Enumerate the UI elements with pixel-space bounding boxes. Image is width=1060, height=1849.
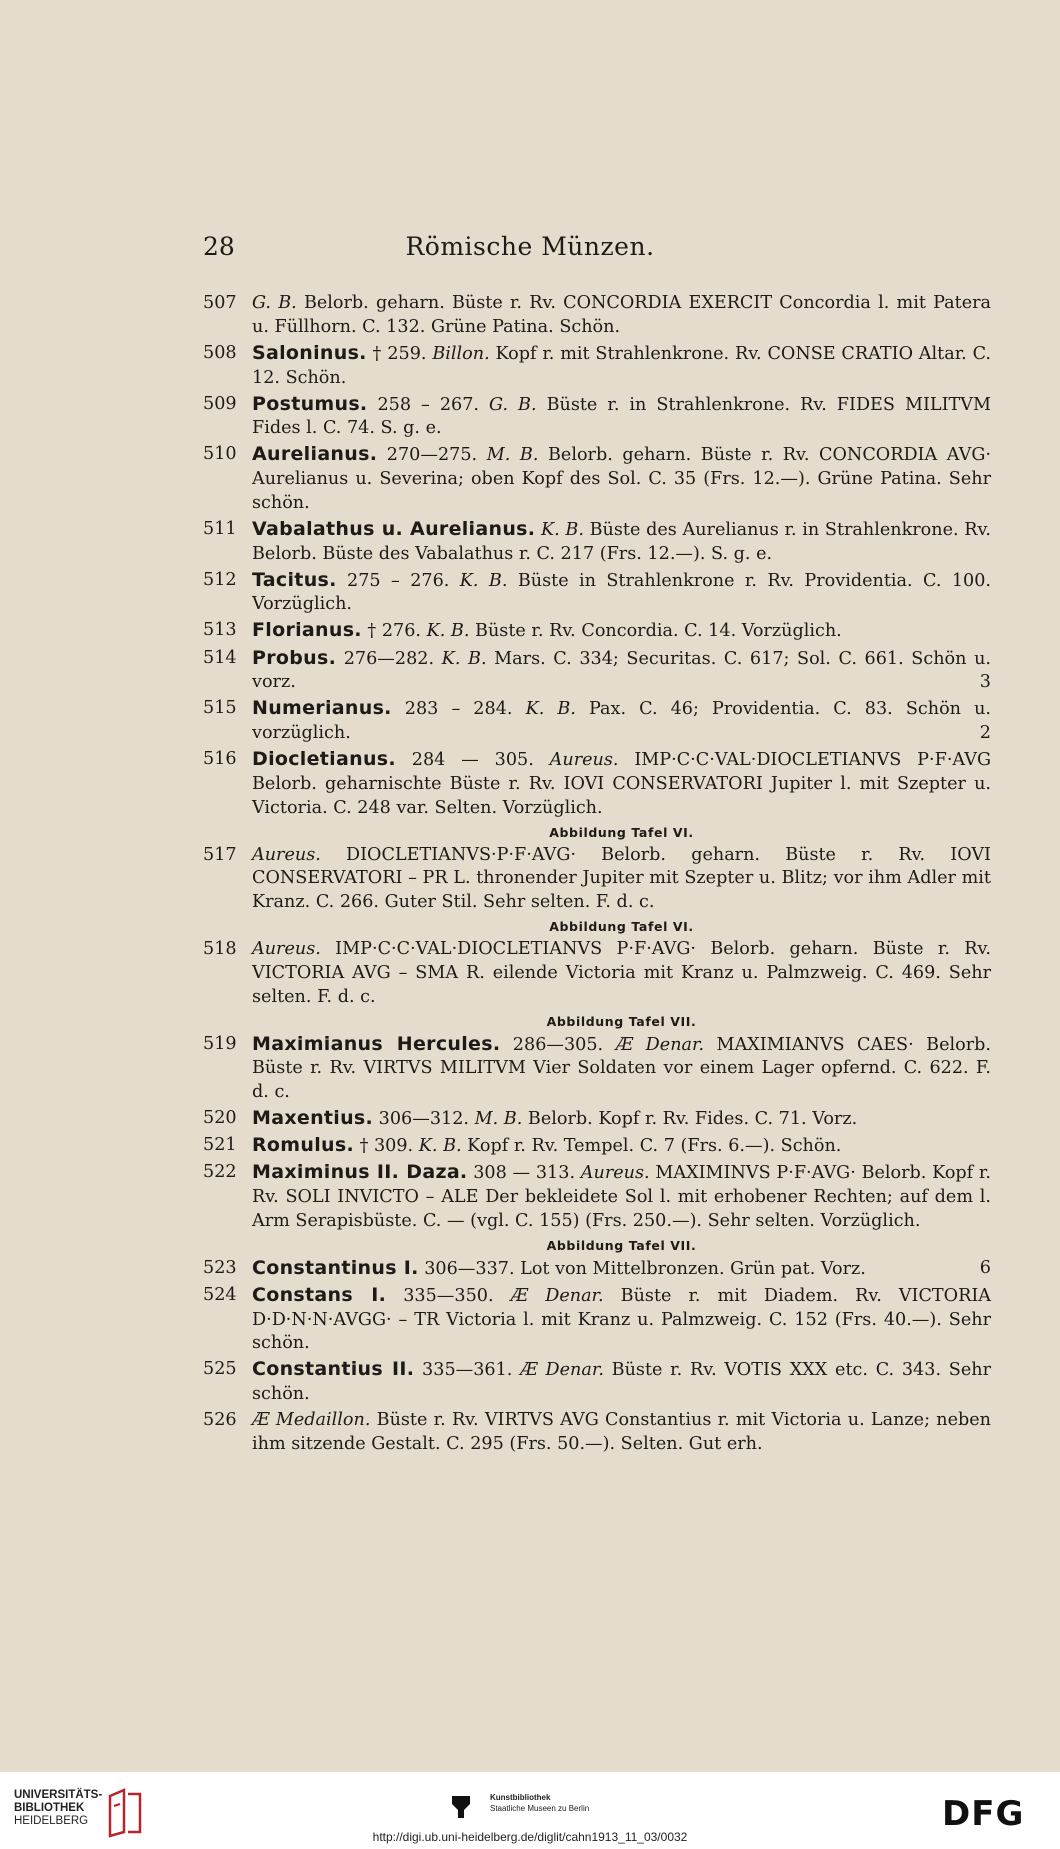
entry-text: Probus. 276—282. K. B. Mars. C. 334; Securitas. C. 617; Sol. C. 661. Schön u. vorz. 3 — [252, 646, 991, 693]
catalogue-entry — [203, 518, 991, 566]
entry-text: Aureus. DIOCLETIANVS·P·F·AVG· Belorb. geharn. Büste r. Rv. IOVI CONSERVATORI – PR L. thronender Jupiter mit Szepter u. Blitz; vor ihm Adler mit Kranz. C. 266. Guter Stil. Sehr selten. F. d. c. — [252, 844, 991, 913]
entry-number: 512 — [203, 569, 237, 590]
entry-number: 513 — [203, 620, 237, 641]
catalogue-entry — [203, 1107, 991, 1132]
entry-text: Diocletianus. 284 — 305. Aureus. IMP·C·C·VAL·DIOCLETIANVS P·F·AVG Belorb. geharnischte Büste r. Rv. IOVI CONSERVATORI Jupiter l. mit Szepter u. Victoria. C. 248 var. Selten. Vorzüglich. — [252, 748, 991, 818]
entry-text: Postumus. 258 – 267. G. B. Büste r. in Strahlenkrone. Rv. FIDES MILITVM Fides l. C. 74. S. g. e. — [252, 392, 991, 439]
entry-text: Florianus. † 276. K. B. Büste r. Rv. Concordia. C. 14. Vorzüglich. — [252, 619, 842, 642]
catalogue-entry — [203, 342, 991, 390]
catalogue-entry — [203, 647, 991, 695]
catalogue-entry — [203, 1033, 991, 1105]
page-number: 28 — [203, 232, 235, 261]
catalogue-entry — [203, 1358, 991, 1406]
entry-number: 524 — [203, 1284, 237, 1305]
kunstbibliothek-icon — [450, 1794, 474, 1820]
entry-number: 519 — [203, 1033, 237, 1054]
page-header — [0, 232, 1060, 272]
entry-number: 522 — [203, 1162, 237, 1183]
catalogue-entry — [203, 443, 991, 515]
footer-bar — [0, 1772, 1060, 1849]
entry-number: 509 — [203, 393, 237, 414]
entry-text: Numerianus. 283 – 284. K. B. Pax. C. 46; Providentia. C. 83. Schön u. vorzüglich. 2 — [252, 697, 991, 744]
entry-text: Constans I. 335—350. Æ Denar. Büste r. mit Diadem. Rv. VICTORIA D·D·N·N·AVGG· – TR Victoria l. mit Kranz u. Palmzweig. C. 152 (Frs. 40.—). Sehr schön. — [252, 1283, 991, 1354]
entry-text: Constantinus I. 306—337. Lot von Mittelbronzen. Grün pat. Vorz. 6 — [252, 1256, 991, 1279]
entry-text: Romulus. † 309. K. B. Kopf r. Rv. Tempel. C. 7 (Frs. 6.—). Schön. — [252, 1134, 842, 1157]
entry-text: Maximianus Hercules. 286—305. Æ Denar. MAXIMIANVS CAES· Belorb. Büste r. Rv. VIRTVS MILITVM Vier Soldaten vor einem Lager opfernd. C. 622. F. d. c. — [252, 1032, 991, 1103]
entry-number: 514 — [203, 647, 237, 668]
entry-text: Tacitus. 275 – 276. K. B. Büste in Strahlenkrone r. Rv. Providentia. C. 100. Vorzüglich. — [252, 568, 991, 615]
plate-reference: Abbildung Tafel VII. — [546, 1237, 697, 1253]
entry-text: Constantius II. 335—361. Æ Denar. Büste r. Rv. VOTIS XXX etc. C. 343. Sehr schön. — [252, 1358, 991, 1405]
uh-line-2: BIBLIOTHEK — [14, 1802, 85, 1814]
catalogue-entry — [203, 1161, 991, 1233]
entry-number: 521 — [203, 1135, 237, 1156]
catalogue-entry — [203, 292, 991, 339]
entry-number: 518 — [203, 939, 237, 960]
plate-reference: Abbildung Tafel VII. — [546, 1013, 697, 1029]
uh-line-1: UNIVERSITÄTS- — [14, 1789, 103, 1801]
entry-number: 526 — [203, 1410, 237, 1431]
kunstbibliothek-text — [490, 1792, 589, 1814]
catalogue-entry — [203, 1257, 991, 1282]
catalogue-entry — [203, 748, 991, 820]
entry-number: 515 — [203, 698, 237, 719]
entry-text: Vabalathus u. Aurelianus. K. B. Büste des Aurelianus r. in Strahlenkrone. Rv. Belorb. Büste des Vabalathus r. C. 217 (Frs. 12.—). S. g. e. — [252, 517, 991, 564]
uni-heidelberg-wordmark[interactable] — [14, 1789, 102, 1828]
catalogue-entry — [203, 1134, 991, 1159]
entry-text: Æ Medaillon. Büste r. Rv. VIRTVS AVG Constantius r. mit Victoria u. Lanze; neben ihm sitzende Gestalt. C. 295 (Frs. 50.—). Selten. Gut erh. — [252, 1410, 992, 1454]
kb-line-1: Kunstbibliothek — [490, 1793, 551, 1802]
catalogue-entry — [203, 1284, 991, 1356]
plate-reference: Abbildung Tafel VI. — [549, 824, 694, 840]
entry-text: Aureus. IMP·C·C·VAL·DIOCLETIANVS P·F·AVG· Belorb. geharn. Büste r. Rv. VICTORIA AVG – SMA R. eilende Victoria mit Kranz u. Palmzweig. C. 469. Sehr selten. F. d. c. — [252, 939, 991, 1007]
catalogue-entry — [203, 569, 991, 617]
entry-number: 510 — [203, 444, 237, 465]
entry-number: 517 — [203, 844, 237, 865]
catalogue-entry — [203, 619, 991, 644]
uh-line-3: HEIDELBERG — [14, 1815, 89, 1827]
kb-line-2: Staatliche Museen zu Berlin — [490, 1804, 590, 1813]
catalogue-entry — [203, 1409, 991, 1456]
source-url[interactable]: http://digi.ub.uni-heidelberg.de/diglit/cahn1913_11_03/0032 — [372, 1830, 688, 1844]
dfg-logo[interactable]: DFG — [942, 1794, 1025, 1834]
entry-number: 523 — [203, 1257, 237, 1278]
plate-reference: Abbildung Tafel VI. — [549, 919, 694, 935]
catalogue-entries — [203, 292, 991, 1459]
catalogue-entry — [203, 938, 991, 1009]
entry-text: Aurelianus. 270—275. M. B. Belorb. geharn. Büste r. Rv. CONCORDIA AVG· Aurelianus u. Severina; oben Kopf des Sol. C. 35 (Frs. 12.—). Grüne Patina. Sehr schön. — [252, 443, 991, 513]
entry-number: 511 — [203, 518, 237, 539]
entry-text: Saloninus. † 259. Billon. Kopf r. mit Strahlenkrone. Rv. CONSE CRATIO Altar. C. 12. Schön. — [252, 341, 992, 388]
entry-number: 525 — [203, 1359, 237, 1380]
entry-text: G. B. Belorb. geharn. Büste r. Rv. CONCORDIA EXERCIT Concordia l. mit Patera u. Füllhorn. C. 132. Grüne Patina. Schön. — [252, 293, 992, 337]
entry-number: 516 — [203, 749, 237, 770]
entry-number: 520 — [203, 1108, 237, 1129]
entry-text: Maximinus II. Daza. 308 — 313. Aureus. MAXIMINVS P·F·AVG· Belorb. Kopf r. Rv. SOLI INVICTO – ALE Der bekleidete Sol l. mit erhobener Rechten; auf dem l. Arm Serapisbüste. C. — (vgl. C. 155) (Frs. 250.—). Sehr selten. Vorzüglich. — [252, 1161, 991, 1231]
catalogue-entry — [203, 393, 991, 441]
entry-number: 507 — [203, 293, 237, 313]
entry-text: Maxentius. 306—312. M. B. Belorb. Kopf r. Rv. Fides. C. 71. Vorz. — [252, 1107, 858, 1130]
running-title: Römische Münzen. — [405, 232, 655, 261]
catalogue-entry — [203, 697, 991, 745]
entry-number: 508 — [203, 342, 237, 363]
catalogue-entry — [203, 844, 991, 915]
